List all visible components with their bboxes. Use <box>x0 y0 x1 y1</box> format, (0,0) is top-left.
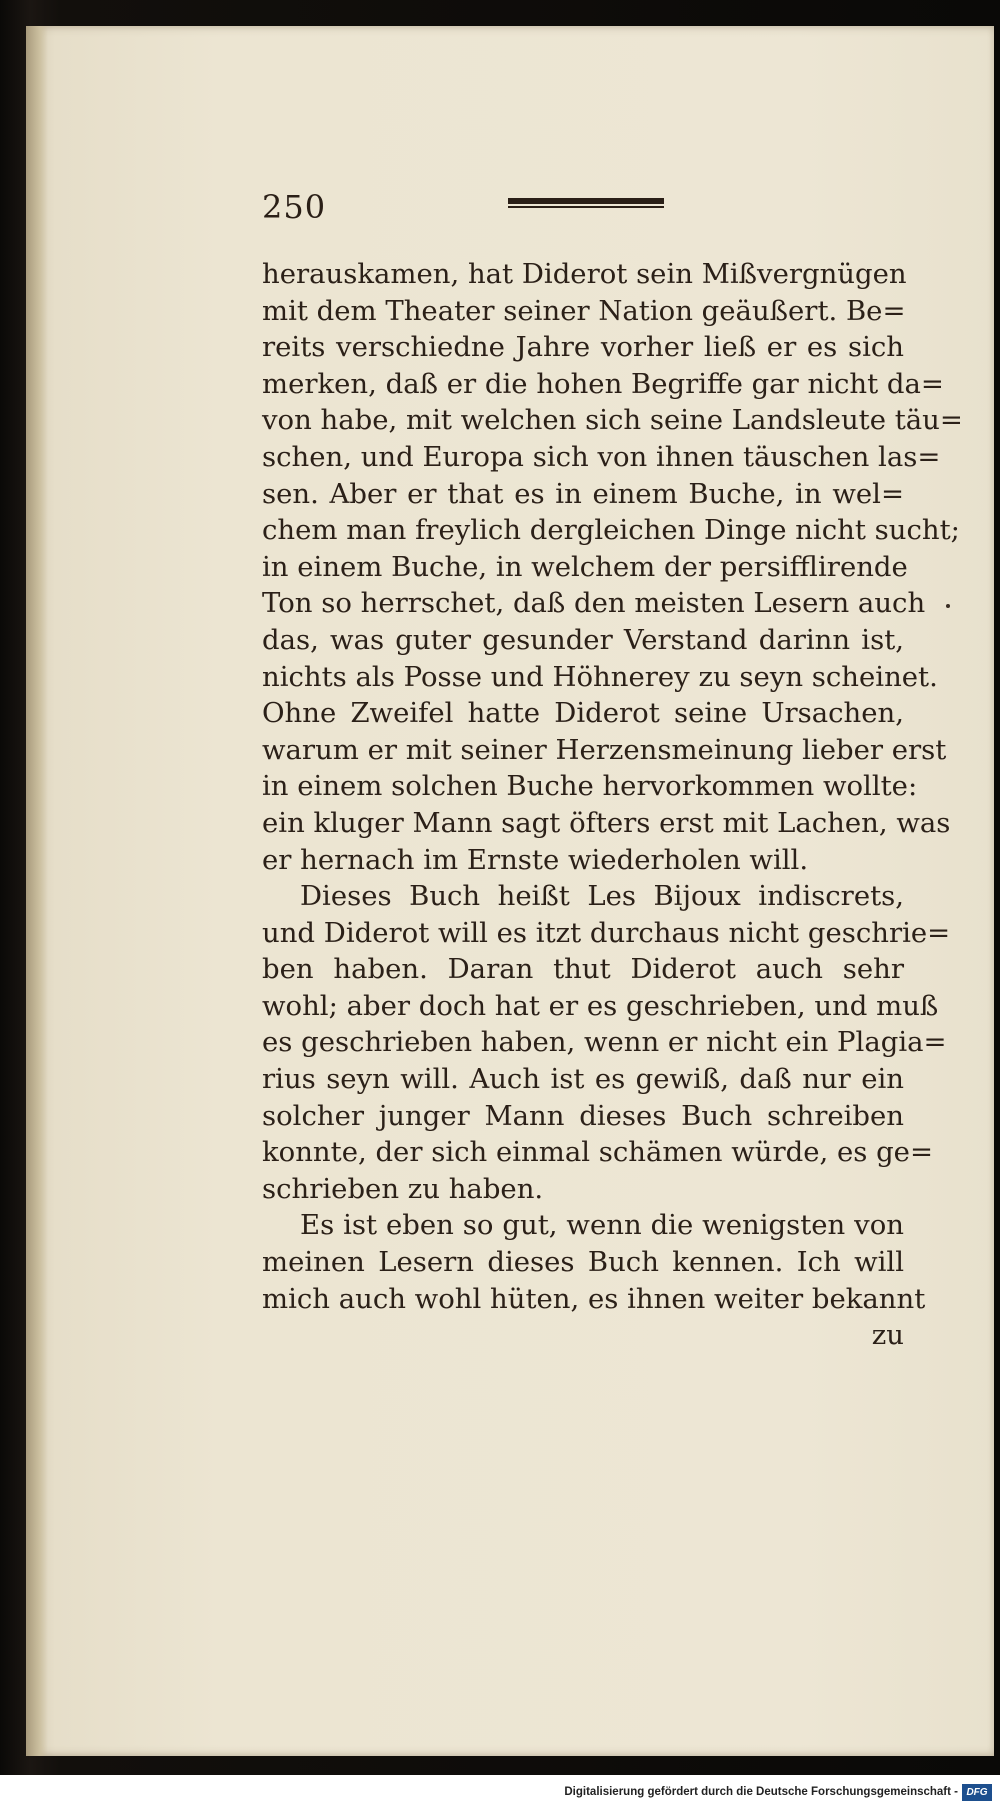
header-rule-thin <box>508 206 664 208</box>
text-line: merken, daß er die hohen Begriffe gar nicht da= <box>262 367 944 400</box>
text-line: mich auch wohl hüten, es ihnen weiter bekannt <box>262 1282 926 1315</box>
text-line: und Diderot will es itzt durchaus nicht geschrie= <box>262 916 951 949</box>
page-gutter-edge <box>26 26 48 1756</box>
text-line: sen. Aber er that es in einem Buche, in wel= <box>262 477 904 510</box>
text-line: Es ist eben so gut, wenn die wenigsten von <box>300 1209 904 1242</box>
text-line: er hernach im Ernste wiederholen will. <box>262 843 809 876</box>
text-line: solcher junger Mann dieses Buch schreiben <box>262 1099 904 1132</box>
text-line: es geschrieben haben, wenn er nicht ein Plagia= <box>262 1026 947 1059</box>
text-line: in einem Buche, in welchem der persifflirende <box>262 550 908 583</box>
catchword: zu <box>871 1319 904 1352</box>
text-line: ein kluger Mann sagt öfters erst mit Lachen, was <box>262 806 951 839</box>
body-text <box>262 256 963 1354</box>
text-line: chem man freylich dergleichen Dinge nicht sucht; <box>262 514 960 547</box>
page-number: 250 <box>262 188 327 226</box>
footer-credit: Digitalisierung gefördert durch die Deutsche Forschungsgemeinschaft - <box>564 1786 958 1798</box>
text-line: von habe, mit welchen sich seine Landsleute täu= <box>262 404 963 437</box>
text-line: Ohne Zweifel hatte Diderot seine Ursachen, <box>262 697 904 730</box>
digitization-footer <box>0 1775 1000 1811</box>
text-line: meinen Lesern dieses Buch kennen. Ich will <box>262 1246 904 1279</box>
text-line: mit dem Theater seiner Nation geäußert. Be= <box>262 294 906 327</box>
paper-speck <box>946 604 950 608</box>
text-line: schrieben zu haben. <box>262 1172 544 1205</box>
text-line: reits verschiedne Jahre vorher ließ er es sich <box>262 331 904 364</box>
text-line: wohl; aber doch hat er es geschrieben, und muß <box>262 989 939 1022</box>
text-line: das, was guter gesunder Verstand darinn ist, <box>262 623 904 656</box>
text-line: ben haben. Daran thut Diderot auch sehr <box>262 953 904 986</box>
text-line: schen, und Europa sich von ihnen täuschen las= <box>262 440 941 473</box>
dfg-logo: DFG <box>962 1784 992 1801</box>
text-line: konnte, der sich einmal schämen würde, es ge= <box>262 1136 933 1169</box>
text-line: nichts als Posse und Höhnerey zu seyn scheinet. <box>262 660 938 693</box>
header-rule-thick <box>508 198 664 204</box>
text-line: rius seyn will. Auch ist es gewiß, daß nur ein <box>262 1063 904 1096</box>
text-line: Ton so herrschet, daß den meisten Lesern auch <box>262 587 926 620</box>
text-line: warum er mit seiner Herzensmeinung lieber erst <box>262 733 947 766</box>
text-line: herauskamen, hat Diderot sein Mißvergnügen <box>262 258 907 290</box>
text-line: Dieses Buch heißt Les Bijoux indiscrets, <box>300 880 904 913</box>
header-ornament-rule <box>508 196 664 210</box>
text-line: in einem solchen Buche hervorkommen wollte: <box>262 770 918 803</box>
